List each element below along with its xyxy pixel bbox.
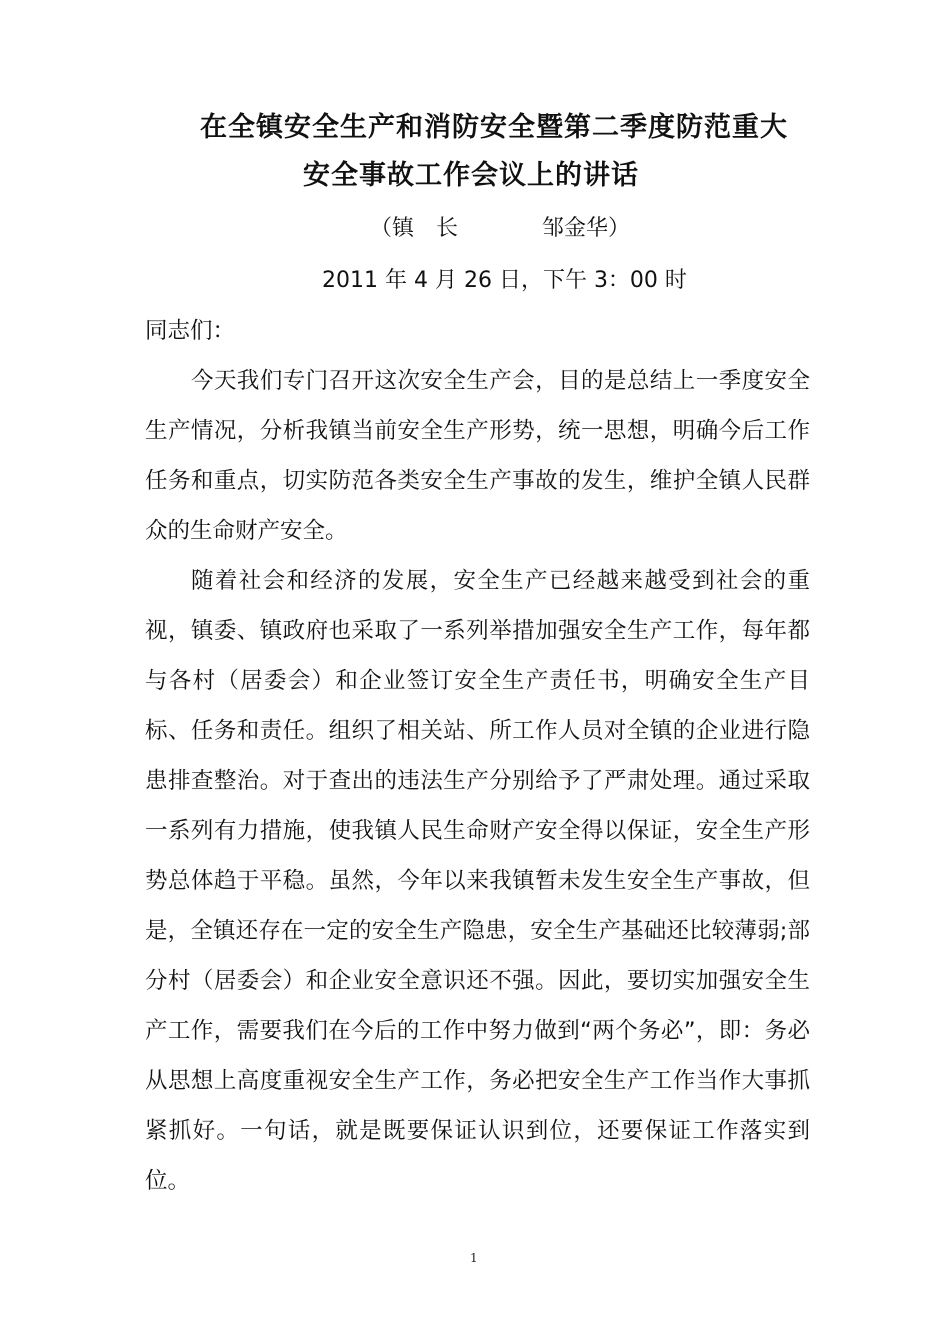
- greeting: 同志们：: [145, 318, 236, 344]
- speaker-line: [370, 218, 630, 240]
- paragraph-1: 今天我们专门召开这次安全生产会，目的是总结上一季度安全生产情况，分析我镇当前安全生产形势，统一思想，明确今后工作任务和重点，切实防范各类安全生产事故的发生，维护全镇人民群众的生命财产安全。: [145, 368, 810, 544]
- document-title-line-1: 在全镇安全生产和消防安全暨第二季度防范重大: [200, 112, 788, 143]
- speaker-position: （镇 长: [370, 216, 459, 241]
- speech-date: 2011 年 4 月 26 日，下午 3：00 时: [322, 268, 687, 293]
- document-title-line-2: 安全事故工作会议上的讲话: [303, 160, 639, 191]
- speaker-name: 邹金华）: [542, 216, 631, 241]
- paragraph-2: 随着社会和经济的发展，安全生产已经越来越受到社会的重视，镇委、镇政府也采取了一系列举措加强安全生产工作，每年都与各村（居委会）和企业签订安全生产责任书，明确安全生产目标、任务和责任。组织了相关站、所工作人员对全镇的企业进行隐患排查整治。对于查出的违法生产分别给予了严肃处理。通过采取一系列有力措施，使我镇人民生命财产安全得以保证，安全生产形势总体趋于平稳。虽然，今年以来我镇暂未发生安全生产事故，但是，全镇还存在一定的安全生产隐患，安全生产基础还比较薄弱;部分村（居委会）和企业安全意识还不强。因此，要切实加强安全生产工作，需要我们在今后的工作中努力做到“两个务必”，即：务必从思想上高度重视安全生产工作，务必把安全生产工作当作大事抓紧抓好。一句话，就是既要保证认识到位，还要保证工作落实到位。: [145, 568, 810, 1194]
- page-number: 1: [470, 1251, 478, 1265]
